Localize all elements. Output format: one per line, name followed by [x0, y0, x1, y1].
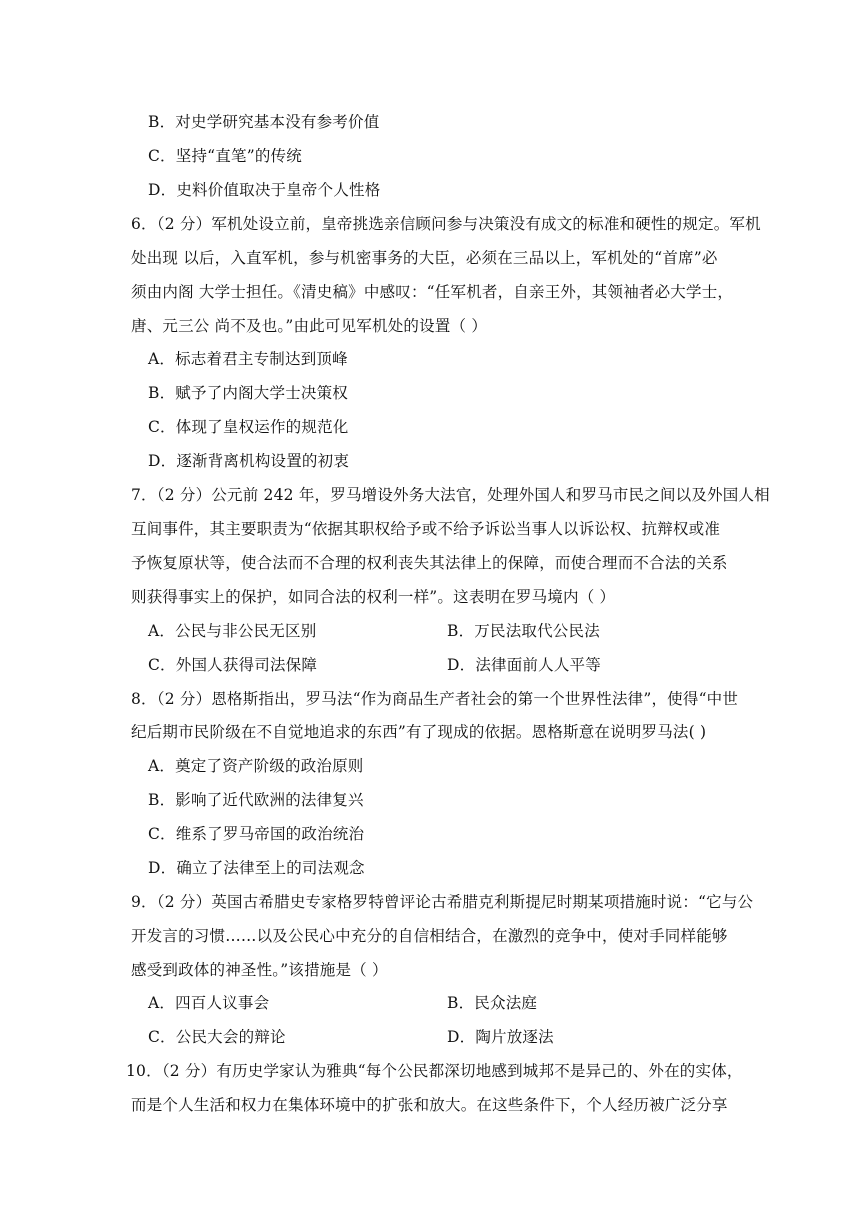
q9-stem-line-3: 感受到政体的神圣性。”该措施是（ ）	[131, 961, 388, 979]
q6-option-d: D．逐渐背离机构设置的初衷	[148, 452, 350, 470]
q6-option-b: B．赋予了内阁大学士决策权	[148, 384, 348, 402]
q7-stem-line-2: 互间事件，其主要职责为“依据其职权给予或不给予诉讼当事人以诉讼权、抗辩权或准	[131, 520, 721, 538]
q9-option-b: B．民众法庭	[447, 994, 538, 1012]
q8-option-c: C．维系了罗马帝国的政治统治	[148, 825, 365, 843]
q8-option-b: B．影响了近代欧洲的法律复兴	[148, 791, 364, 809]
q7-option-b: B．万民法取代公民法	[447, 622, 600, 640]
q8-option-a: A．奠定了资产阶级的政治原则	[148, 757, 364, 775]
q6-option-c: C．体现了皇权运作的规范化	[148, 418, 349, 436]
q6-option-a: A．标志着君主专制达到顶峰	[148, 350, 348, 368]
q6-stem-line-3: 须由内阁 大学士担任。《清史稿》中感叹：“任军机者，自亲王外，其领袖者必大学士，	[131, 283, 734, 301]
q6-stem-line-4: 唐、元三公 尚不及也。”由此可见军机处的设置（ ）	[131, 317, 488, 335]
q8-option-d: D．确立了法律至上的司法观念	[148, 859, 365, 877]
q5-option-b: B．对史学研究基本没有参考价值	[148, 113, 380, 131]
q7-option-c: C．外国人获得司法保障	[148, 656, 318, 674]
q6-stem-line-2: 处出现 以后，入直军机，参与机密事务的大臣，必须在三品以上，军机处的“首席”必	[131, 249, 718, 267]
q7-option-d: D．法律面前人人平等	[447, 656, 601, 674]
q5-option-d: D．史料价值取决于皇帝个人性格	[148, 181, 381, 199]
q10-stem-line-2: 而是个人生活和权力在集体环境中的扩张和放大。在这些条件下，个人经历被广泛分享	[131, 1096, 728, 1114]
q10-stem-line-1: 10．（2 分）有历史学家认为雅典“每个公民都深切地感到城邦不是异己的、外在的实体，	[126, 1062, 743, 1080]
q9-stem-line-1: 9．（2 分）英国古希腊史专家格罗特曾评论古希腊克利斯提尼时期某项措施时说：“它与公	[131, 893, 754, 911]
q7-stem-line-4: 则获得事实上的保护，如同合法的权利一样”。这表明在罗马境内（ ）	[131, 588, 616, 606]
q9-option-c: C．公民大会的辩论	[148, 1028, 286, 1046]
q9-stem-line-2: 开发言的习惯……以及公民心中充分的自信相结合，在激烈的竞争中，使对手同样能够	[131, 927, 728, 945]
q7-option-a: A．公民与非公民无区别	[148, 622, 317, 640]
q9-option-d: D．陶片放逐法	[447, 1028, 554, 1046]
q8-stem-line-2: 纪后期市民阶级在不自觉地追求的东西”有了现成的依据。恩格斯意在说明罗马法( )	[131, 723, 707, 741]
q5-option-c: C．坚持“直笔”的传统	[148, 147, 302, 165]
q9-option-a: A．四百人议事会	[148, 994, 270, 1012]
q7-stem-line-3: 予恢复原状等，使合法而不合理的权利丧失其法律上的保障，而使合理而不合法的关系	[131, 554, 728, 572]
q6-stem-line-1: 6．（2 分）军机处设立前，皇帝挑选亲信顾问参与决策没有成文的标准和硬性的规定。军机	[131, 215, 761, 233]
q8-stem-line-1: 8．（2 分）恩格斯指出，罗马法“作为商品生产者社会的第一个世界性法律”，使得“中世	[131, 690, 739, 708]
q7-stem-line-1: 7．（2 分）公元前 242 年，罗马增设外务大法官，处理外国人和罗马市民之间以及外国人相	[131, 486, 770, 504]
